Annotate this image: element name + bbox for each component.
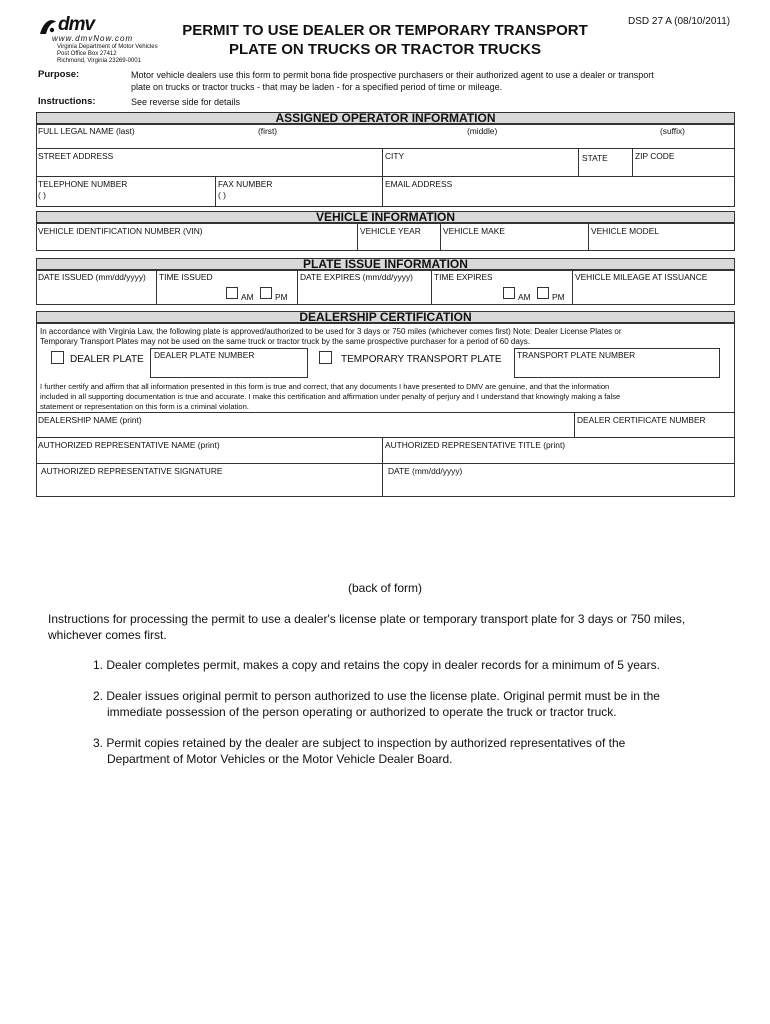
law-text-line-1: In accordance with Virginia Law, the following plate is approved/authorized to be used for 3 days or 750 miles (whichever comes first) Note: Dealer License Plates or: [40, 327, 622, 336]
form-code: DSD 27 A (08/10/2011): [628, 16, 731, 27]
dealership-name-field[interactable]: DEALERSHIP NAME (print): [38, 415, 142, 425]
agency-line-2: Post Office Box 27412: [57, 51, 117, 57]
purpose-label: Purpose:: [38, 69, 80, 80]
telephone-field[interactable]: TELEPHONE NUMBER: [38, 179, 128, 189]
state-field[interactable]: STATE: [582, 153, 608, 163]
temp-plate-label: TEMPORARY TRANSPORT PLATE: [341, 354, 502, 365]
vin-field[interactable]: VEHICLE IDENTIFICATION NUMBER (VIN): [38, 226, 203, 236]
plate-section-heading: PLATE ISSUE INFORMATION: [36, 258, 735, 270]
issued-pm-checkbox[interactable]: [260, 287, 272, 299]
suffix-field[interactable]: (suffix): [660, 126, 685, 136]
issued-am-label: AM: [241, 292, 254, 302]
dealer-cert-number-field[interactable]: DEALER CERTIFICATE NUMBER: [577, 415, 706, 425]
temp-plate-checkbox[interactable]: [319, 351, 332, 364]
back-intro-line-2: whichever comes first.: [48, 628, 167, 642]
instructions-text: See reverse side for details: [131, 97, 241, 107]
operator-section-heading: ASSIGNED OPERATOR INFORMATION: [36, 112, 735, 124]
rep-title-field[interactable]: AUTHORIZED REPRESENTATIVE TITLE (print): [385, 440, 566, 450]
back-intro-line-1: Instructions for processing the permit to use a dealer's license plate or temporary transport plate for 3 days or 750 miles,: [48, 612, 686, 626]
signature-date-field[interactable]: DATE (mm/dd/yyyy): [388, 466, 463, 476]
instructions-label: Instructions:: [38, 96, 96, 107]
date-issued-field[interactable]: DATE ISSUED (mm/dd/yyyy): [38, 272, 146, 282]
dealer-plate-label: DEALER PLATE: [70, 354, 144, 365]
dealer-plate-number-label: DEALER PLATE NUMBER: [154, 350, 255, 360]
city-field[interactable]: CITY: [385, 151, 405, 161]
first-name-field[interactable]: (first): [258, 126, 278, 136]
mileage-field[interactable]: VEHICLE MILEAGE AT ISSUANCE: [575, 272, 708, 282]
rep-name-field[interactable]: AUTHORIZED REPRESENTATIVE NAME (print): [38, 440, 220, 450]
back-of-form-heading: (back of form): [347, 581, 422, 595]
form-title-line-2: PLATE ON TRUCKS OR TRACTOR TRUCKS: [229, 41, 541, 58]
agency-line-1: Virginia Department of Motor Vehicles: [57, 44, 158, 50]
form-title-line-1: PERMIT TO USE DEALER OR TEMPORARY TRANSPORT: [182, 22, 588, 39]
vehicle-year-field[interactable]: VEHICLE YEAR: [360, 226, 421, 236]
dealer-plate-checkbox[interactable]: [51, 351, 64, 364]
certify-text-line-2: included in all supporting documentation is true and accurate. I make this certification and affirmation under penalty of perjury and I understand that knowingly making a false: [40, 392, 621, 401]
transport-plate-number-label: TRANSPORT PLATE NUMBER: [517, 350, 636, 360]
law-text-line-2: Temporary Transport Plates may not be used on the same truck or tractor truck by the same prospective purchaser for a period of 60 days.: [40, 337, 531, 346]
step-3-line-2: Department of Motor Vehicles or the Motor Vehicle Dealer Board.: [107, 752, 453, 766]
vehicle-model-field[interactable]: VEHICLE MODEL: [591, 226, 659, 236]
purpose-text-1: Motor vehicle dealers use this form to permit bona fide prospective purchasers or their authorized agent to use a dealer or transport: [131, 70, 654, 80]
time-expires-field[interactable]: TIME EXPIRES: [434, 272, 493, 282]
full-name-field[interactable]: FULL LEGAL NAME (last): [38, 126, 135, 136]
street-address-field[interactable]: STREET ADDRESS: [38, 151, 114, 161]
vehicle-make-field[interactable]: VEHICLE MAKE: [443, 226, 505, 236]
fax-field[interactable]: FAX NUMBER: [218, 179, 273, 189]
expires-pm-label: PM: [552, 292, 565, 302]
operator-section: [36, 124, 735, 207]
issued-pm-label: PM: [275, 292, 288, 302]
step-1: 1. Dealer completes permit, makes a copy and retains the copy in dealer records for a minimum of 5 years.: [93, 658, 660, 672]
expires-am-checkbox[interactable]: [503, 287, 515, 299]
fax-parens: ( ): [218, 190, 226, 200]
vehicle-section-heading: VEHICLE INFORMATION: [36, 211, 735, 223]
certification-section-heading: DEALERSHIP CERTIFICATION: [36, 311, 735, 323]
date-expires-field[interactable]: DATE EXPIRES (mm/dd/yyyy): [300, 272, 413, 282]
time-issued-field[interactable]: TIME ISSUED: [159, 272, 213, 282]
rep-signature-field[interactable]: AUTHORIZED REPRESENTATIVE SIGNATURE: [41, 466, 223, 476]
logo-wordmark: dmv: [58, 14, 95, 35]
step-2-line-2: immediate possession of the person operating or authorized to operate the truck or tractor truck.: [107, 705, 617, 719]
email-field[interactable]: EMAIL ADDRESS: [385, 179, 453, 189]
expires-am-label: AM: [518, 292, 531, 302]
issued-am-checkbox[interactable]: [226, 287, 238, 299]
middle-name-field[interactable]: (middle): [467, 126, 498, 136]
logo-url: www.dmvNow.com: [52, 34, 134, 43]
step-2-line-1: 2. Dealer issues original permit to person authorized to use the license plate. Original permit must be in the: [93, 689, 660, 703]
zip-code-field[interactable]: ZIP CODE: [635, 151, 675, 161]
step-3-line-1: 3. Permit copies retained by the dealer are subject to inspection by authorized representatives of the: [93, 736, 626, 750]
purpose-text-2: plate on trucks or tractor trucks - that may be laden - for a specified period of time or mileage.: [131, 82, 503, 92]
certify-text-line-1: I further certify and affirm that all information presented in this form is true and correct, that any documents I have presented to DMV are genuine, and that the information: [40, 382, 610, 391]
expires-pm-checkbox[interactable]: [537, 287, 549, 299]
certify-text-line-3: statement or representation on this form is a criminal violation.: [40, 402, 249, 411]
agency-line-3: Richmond, Virginia 23269-0001: [57, 58, 141, 64]
telephone-parens: ( ): [38, 190, 46, 200]
